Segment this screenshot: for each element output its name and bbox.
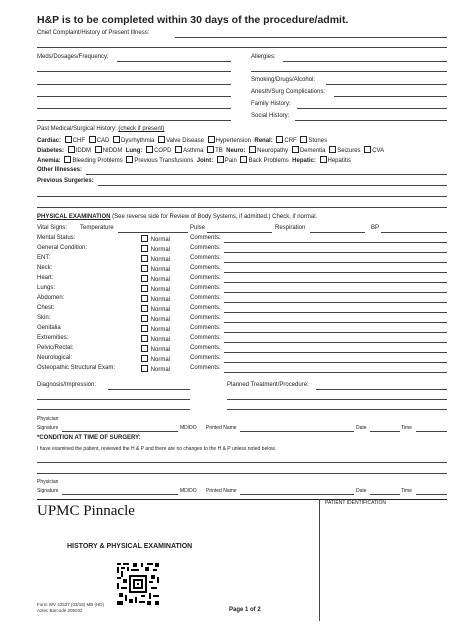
- exam-lungs-comments-label: Comments:: [190, 285, 221, 291]
- planned-line-3[interactable]: [227, 409, 447, 410]
- anesth-line[interactable]: [334, 96, 447, 97]
- exam-neck-label: Neck:: [37, 265, 53, 271]
- exam-abdomen-normal[interactable]: [139, 295, 170, 303]
- chief-complaint-line-1[interactable]: [175, 37, 447, 38]
- exam-extremities-comments-line[interactable]: [224, 342, 447, 343]
- seizures-checkbox[interactable]: [329, 146, 336, 153]
- iddm-checkbox[interactable]: [68, 146, 75, 153]
- exam-general-condition-comments-label: Comments:: [190, 245, 221, 251]
- normal-label: Normal: [150, 327, 171, 333]
- anesth-label: Anesth/Surg Complications:: [251, 89, 326, 95]
- meds-line-2[interactable]: [37, 71, 231, 72]
- exam-extremities-normal-checkbox[interactable]: [141, 335, 148, 342]
- pulse-label: Pulse: [190, 225, 206, 231]
- social-line[interactable]: [295, 120, 447, 121]
- smoking-label: Smoking/Drugs/Alcohol:: [251, 77, 316, 83]
- normal-label: Normal: [150, 297, 171, 303]
- lung-label: Lung:: [125, 148, 143, 154]
- exam-note: (See reverse side for Review of Body Systems, if admitted.) Check, if normal.: [112, 214, 318, 220]
- cva-label: CVA: [372, 148, 385, 154]
- patient-id-divider: [319, 499, 320, 621]
- exam-ent-normal[interactable]: [139, 255, 170, 263]
- bp-line[interactable]: [381, 232, 447, 233]
- exam-chest-label: Chest:: [37, 305, 55, 311]
- exam-general-condition-label: General Condition:: [37, 245, 88, 251]
- previous-surgeries-line-1[interactable]: [98, 185, 447, 186]
- exam-lungs-normal-checkbox[interactable]: [141, 285, 148, 292]
- exam-osteopathic-structural-exam-normal[interactable]: [139, 365, 170, 373]
- check-if-present: (check if present): [118, 126, 165, 132]
- crf-checkbox[interactable]: [276, 136, 283, 143]
- normal-label: Normal: [150, 247, 171, 253]
- planned-line-1[interactable]: [316, 389, 447, 390]
- dysrhythmia-label: Dysrhythmia: [121, 138, 155, 144]
- exam-heart-comments-label: Comments:: [190, 275, 221, 281]
- signature-line-1[interactable]: [62, 431, 178, 432]
- exam-neurological-normal-checkbox[interactable]: [141, 355, 148, 362]
- copd-label: COPD: [154, 148, 172, 154]
- diagnosis-label: Diagnosis/Impression:: [37, 382, 97, 388]
- diabetes-row: [37, 146, 384, 154]
- neuro-label: Neuro:: [226, 148, 246, 154]
- pain-checkbox[interactable]: [217, 156, 224, 163]
- temperature-line[interactable]: [118, 232, 188, 233]
- exam-skin-label: Skin:: [37, 315, 51, 321]
- exam-abdomen-comments-label: Comments:: [190, 295, 221, 301]
- exam-general-condition-normal[interactable]: [139, 245, 170, 253]
- neuropathy-checkbox[interactable]: [249, 146, 256, 153]
- exam-heading: PHYSICAL EXAMINATION: [37, 214, 111, 220]
- exam-heart-normal[interactable]: [139, 275, 170, 283]
- exam-chest-normal[interactable]: [139, 305, 170, 313]
- tb-label: TB: [215, 148, 223, 154]
- exam-mental-status-normal[interactable]: [139, 235, 170, 243]
- exam-extremities-label: Extremities:: [37, 335, 69, 341]
- normal-label: Normal: [150, 307, 171, 313]
- meds-line-4[interactable]: [37, 96, 231, 97]
- time-line-2[interactable]: [416, 494, 447, 495]
- allergies-line-1[interactable]: [283, 61, 447, 62]
- exam-neurological-comments-label: Comments:: [190, 355, 221, 361]
- form-number: Form WV 42537 (03/18) MB (HD): [37, 602, 105, 607]
- exam-extremities-comments-label: Comments:: [190, 335, 221, 341]
- exam-genitalia-comments-line[interactable]: [224, 332, 447, 333]
- upmc-logo: UPMC Pinnacle: [37, 503, 135, 519]
- chf-label: CHF: [72, 138, 86, 144]
- temperature-label: Temperature: [80, 225, 114, 231]
- date-line-1[interactable]: [370, 431, 400, 432]
- exam-neurological-normal[interactable]: [139, 355, 170, 363]
- page-number: Page 1 of 2: [229, 607, 261, 613]
- normal-label: Normal: [150, 347, 171, 353]
- planned-label: Planned Treatment/Procedure:: [227, 382, 309, 388]
- respiration-line[interactable]: [310, 232, 365, 233]
- family-label: Family History:: [251, 101, 291, 107]
- meds-line-6[interactable]: [37, 120, 231, 121]
- exam-mental-status-normal-checkbox[interactable]: [141, 235, 148, 242]
- normal-label: Normal: [150, 277, 171, 283]
- chief-complaint-line-2[interactable]: [37, 47, 447, 48]
- exam-osteopathic-structural-exam-comments-label: Comments:: [190, 365, 221, 371]
- exam-heart-label: Heart:: [37, 275, 54, 281]
- back-problems-label: Back Problems: [248, 158, 289, 164]
- exam-abdomen-normal-checkbox[interactable]: [141, 295, 148, 302]
- hypertension-checkbox[interactable]: [208, 136, 215, 143]
- normal-label: Normal: [150, 317, 171, 323]
- normal-label: Normal: [150, 367, 171, 373]
- hepatitis-checkbox[interactable]: [320, 156, 327, 163]
- exam-general-condition-normal-checkbox[interactable]: [141, 245, 148, 252]
- exam-chest-comments-line[interactable]: [224, 312, 447, 313]
- time-label-1: Time: [401, 425, 412, 431]
- exam-heart-comments-line[interactable]: [224, 282, 447, 283]
- valve-disease-label: Valve Disease: [166, 138, 204, 144]
- meds-label: Meds/Dosages/Frequency:: [37, 54, 109, 60]
- exam-general-condition-comments-line[interactable]: [224, 252, 447, 253]
- dementia-label: Dementia: [299, 148, 326, 154]
- meds-line-3[interactable]: [37, 84, 231, 85]
- diagnosis-line-2[interactable]: [37, 399, 190, 400]
- exam-ent-label: ENT:: [37, 255, 51, 261]
- normal-label: Normal: [150, 267, 171, 273]
- previous-surgeries-line-3[interactable]: [37, 207, 447, 208]
- smoking-line[interactable]: [326, 84, 447, 85]
- family-line[interactable]: [297, 108, 447, 109]
- exam-neurological-label: Neurological:: [37, 355, 73, 361]
- exam-pelvic-rectal-normal-checkbox[interactable]: [141, 345, 148, 352]
- other-illnesses-line[interactable]: [86, 174, 447, 175]
- exam-mental-status-comments-label: Comments:: [190, 235, 221, 241]
- exam-pelvic-rectal-normal[interactable]: [139, 345, 170, 353]
- signature-label-1: Signature: [37, 425, 59, 431]
- exam-neck-comments-line[interactable]: [224, 272, 447, 273]
- past-history-heading: [37, 126, 164, 132]
- normal-label: Normal: [150, 357, 171, 363]
- exam-neck-comments-label: Comments:: [190, 265, 221, 271]
- hepatic-label: Hepatic:: [292, 158, 316, 164]
- exam-abdomen-comments-line[interactable]: [224, 302, 447, 303]
- exam-osteopathic-structural-exam-normal-checkbox[interactable]: [141, 365, 148, 372]
- vitals-label: Vital Signs:: [37, 225, 67, 231]
- condition-heading: *CONDITION AT TIME OF SURGERY:: [37, 435, 141, 441]
- aztec-barcode: [115, 561, 161, 607]
- joint-label: Joint:: [196, 158, 214, 164]
- diagnosis-line-1[interactable]: [108, 389, 190, 390]
- page-title: H&P is to be completed within 30 days of the procedure/admit.: [37, 14, 349, 26]
- exam-neurological-comments-line[interactable]: [224, 362, 447, 363]
- previous-surgeries-line-2[interactable]: [37, 196, 447, 197]
- exam-pelvic-rectal-label: Pelvic/Rectal:: [37, 345, 74, 351]
- condition-text: I have examined the patient, reviewed the H & P and there are no changes to the H & P unless noted below.: [37, 446, 276, 452]
- exam-mental-status-label: Mental Status:: [37, 235, 76, 241]
- exam-genitalia-comments-label: Comments:: [190, 325, 221, 331]
- hypertension-label: Hypertension: [215, 138, 252, 144]
- cva-checkbox[interactable]: [364, 146, 371, 153]
- exam-osteopathic-structural-exam-label: Osteopathic Structural Exam:: [37, 365, 116, 371]
- exam-chest-normal-checkbox[interactable]: [141, 305, 148, 312]
- exam-heart-normal-checkbox[interactable]: [141, 275, 148, 282]
- printed-label-1: Printed Name: [206, 425, 237, 431]
- hepatitis-label: Hepatitis: [327, 158, 351, 164]
- normal-label: Normal: [150, 257, 171, 263]
- exam-pelvic-rectal-comments-label: Comments:: [190, 345, 221, 351]
- exam-chest-comments-label: Comments:: [190, 305, 221, 311]
- valve-disease-checkbox[interactable]: [158, 136, 165, 143]
- asthma-label: Asthma: [183, 148, 204, 154]
- exam-neck-normal[interactable]: [139, 265, 170, 273]
- exam-genitalia-label: Genitalia: [37, 325, 61, 331]
- back-problems-checkbox[interactable]: [240, 156, 247, 163]
- mddo-label-2: MD/DO: [180, 488, 197, 494]
- niddm-label: NIDDM: [102, 148, 123, 154]
- pain-label: Pain: [224, 158, 237, 164]
- printed-label-2: Printed Name: [206, 488, 237, 494]
- exam-ent-comments-line[interactable]: [224, 262, 447, 263]
- barcode-id: Aztec Barcode 205032: [37, 608, 83, 613]
- dementia-checkbox[interactable]: [292, 146, 299, 153]
- diabetes-label: Diabetes:: [37, 148, 65, 154]
- printed-line-2[interactable]: [240, 494, 354, 495]
- planned-line-2[interactable]: [227, 399, 447, 400]
- chf-checkbox[interactable]: [65, 136, 72, 143]
- transfusions-checkbox[interactable]: [126, 156, 133, 163]
- copd-checkbox[interactable]: [146, 146, 153, 153]
- exam-lungs-comments-line[interactable]: [224, 292, 447, 293]
- allergies-line-2[interactable]: [251, 71, 447, 72]
- past-history-label: Past Medical/Surgical History:: [37, 126, 117, 132]
- printed-line-1[interactable]: [240, 431, 354, 432]
- normal-label: Normal: [150, 337, 171, 343]
- cad-checkbox[interactable]: [89, 136, 96, 143]
- exam-lungs-normal[interactable]: [139, 285, 170, 293]
- time-label-2: Time: [401, 488, 412, 494]
- exam-genitalia-normal-checkbox[interactable]: [141, 325, 148, 332]
- condition-line-2[interactable]: [37, 473, 447, 474]
- neuropathy-label: Neuropathy: [257, 148, 289, 154]
- date-label-1: Date: [356, 425, 367, 431]
- exam-lungs-label: Lungs:: [37, 285, 56, 291]
- bleeding-checkbox[interactable]: [64, 156, 71, 163]
- dysrhythmia-checkbox[interactable]: [113, 136, 120, 143]
- crf-label: CRF: [284, 138, 297, 144]
- exam-abdomen-label: Abdomen:: [37, 295, 65, 301]
- patient-id-label: PATIENT IDENTIFICATION: [325, 500, 387, 506]
- stones-label: Stones: [308, 138, 328, 144]
- normal-label: Normal: [150, 237, 171, 243]
- exam-mental-status-comments-line[interactable]: [224, 242, 447, 243]
- meds-line-5[interactable]: [37, 108, 231, 109]
- previous-surgeries-label: Previous Surgeries:: [37, 178, 94, 184]
- exam-genitalia-normal[interactable]: [139, 325, 170, 333]
- exam-osteopathic-structural-exam-comments-line[interactable]: [224, 372, 447, 373]
- bleeding-label: Bleeding Problems: [72, 158, 123, 164]
- iddm-label: IDDM: [75, 148, 92, 154]
- bp-label: BP: [371, 225, 380, 231]
- signature-line-2[interactable]: [62, 494, 178, 495]
- chief-complaint-label: Chief Complaint/History of Present Illness:: [37, 30, 150, 36]
- transfusions-label: Previous Transfusions: [134, 158, 194, 164]
- condition-line-1[interactable]: [37, 462, 447, 463]
- exam-heading-row: [37, 214, 317, 220]
- seizures-label: Seizures: [337, 148, 361, 154]
- meds-line-1[interactable]: [117, 61, 231, 62]
- exam-ent-normal-checkbox[interactable]: [141, 255, 148, 262]
- exam-skin-comments-line[interactable]: [224, 322, 447, 323]
- niddm-checkbox[interactable]: [95, 146, 102, 153]
- exam-neck-normal-checkbox[interactable]: [141, 265, 148, 272]
- exam-extremities-normal[interactable]: [139, 335, 170, 343]
- exam-pelvic-rectal-comments-line[interactable]: [224, 352, 447, 353]
- asthma-checkbox[interactable]: [175, 146, 182, 153]
- exam-skin-normal-checkbox[interactable]: [141, 315, 148, 322]
- physician-label-2: Physician: [37, 479, 59, 485]
- other-illnesses-label: Other Illnesses:: [37, 167, 83, 173]
- exam-ent-comments-label: Comments:: [190, 255, 221, 261]
- cad-label: CAD: [96, 138, 110, 144]
- stones-checkbox[interactable]: [300, 136, 307, 143]
- normal-label: Normal: [150, 287, 171, 293]
- diagnosis-line-3[interactable]: [37, 409, 190, 410]
- cardiac-row: [37, 136, 327, 144]
- cardiac-label: Cardiac:: [37, 138, 62, 144]
- exam-skin-normal[interactable]: [139, 315, 170, 323]
- renal-label: Renal:: [254, 138, 273, 144]
- respiration-label: Respiration: [275, 225, 306, 231]
- pulse-line[interactable]: [207, 232, 272, 233]
- signature-label-2: Signature: [37, 488, 59, 494]
- form-title: HISTORY & PHYSICAL EXAMINATION: [67, 543, 193, 550]
- date-line-2[interactable]: [370, 494, 400, 495]
- exam-skin-comments-label: Comments:: [190, 315, 221, 321]
- mddo-label-1: MD/DO: [180, 425, 197, 431]
- allergies-label: Allergies:: [251, 54, 276, 60]
- time-line-1[interactable]: [416, 431, 447, 432]
- physician-label-1: Physician: [37, 416, 59, 422]
- date-label-2: Date: [356, 488, 367, 494]
- tb-checkbox[interactable]: [207, 146, 214, 153]
- anemia-row: [37, 156, 351, 164]
- anemia-label: Anemia:: [37, 158, 61, 164]
- social-label: Social History:: [251, 113, 290, 119]
